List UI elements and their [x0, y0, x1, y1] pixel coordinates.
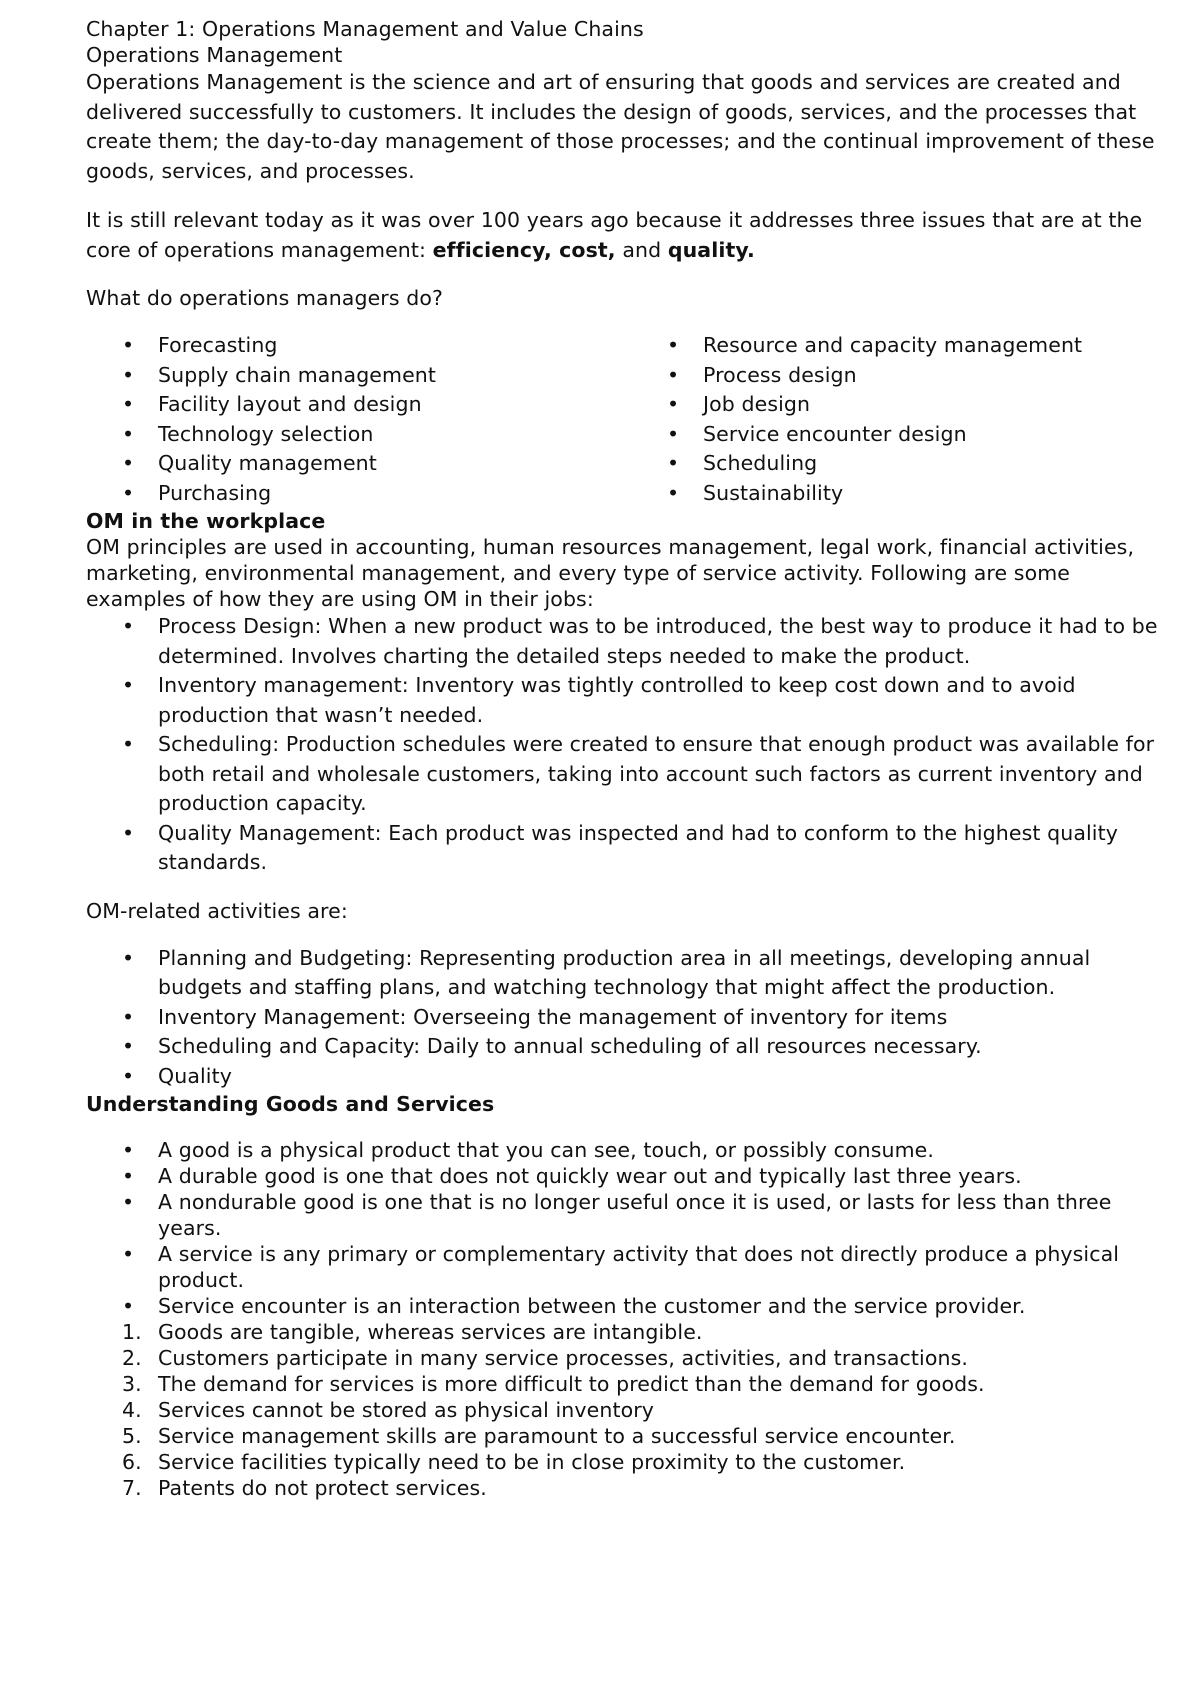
workplace-heading: OM in the workplace — [86, 509, 326, 533]
related-list — [86, 944, 1176, 1092]
numbered-item — [86, 1345, 1176, 1371]
bullet-icon: • — [667, 480, 680, 505]
bullet-icon: • — [122, 1004, 135, 1029]
managers-question: What do operations managers do? — [86, 286, 443, 310]
goods-bullets — [86, 1137, 1176, 1319]
list-item-text: Service encounter design — [703, 421, 967, 446]
bullet-icon: • — [122, 1063, 135, 1088]
list-item — [631, 449, 1176, 479]
list-item — [631, 331, 1176, 361]
bullet-icon: • — [667, 421, 680, 446]
bullet-icon: • — [667, 392, 680, 416]
intro-paragraph: Operations Management is the science and art of ensuring that goods and services are created and delivered successfully to customers. It includes the design of goods, services, and the processes that create them; the day-to-day management of those processes; and the continual improvement of these goods, services, and processes. — [86, 70, 1155, 183]
list-item — [86, 1137, 1176, 1163]
list-item-text: Service encounter is an interaction between the customer and the service provider. — [158, 1294, 1026, 1318]
item-number: 1. — [122, 1320, 142, 1344]
list-item — [86, 361, 631, 391]
numbered-item-text: Goods are tangible, whereas services are intangible. — [158, 1320, 703, 1344]
list-item — [86, 944, 1176, 1003]
bullet-icon: • — [122, 451, 135, 475]
list-item-text: Forecasting — [158, 333, 278, 357]
bullet-icon: • — [122, 673, 135, 697]
list-item — [86, 612, 1176, 671]
bullet-icon: • — [122, 1294, 135, 1318]
managers-duties-left — [86, 331, 631, 508]
bullet-icon: • — [122, 820, 135, 845]
item-number: 4. — [122, 1398, 142, 1422]
list-item-text: Quality — [158, 1063, 232, 1088]
bullet-icon: • — [667, 451, 680, 475]
bullet-icon: • — [122, 1242, 135, 1266]
list-item-text: A durable good is one that does not quickly wear out and typically last three years. — [158, 1164, 1022, 1188]
list-item — [631, 479, 1176, 509]
item-number: 3. — [122, 1372, 142, 1396]
list-item — [86, 390, 631, 420]
list-item-text: Purchasing — [158, 480, 272, 505]
relevance-lead: It is still relevant today as it was over 100 years ago because it addresses three issues that are at the core of operations management: — [86, 208, 1143, 262]
goods-numbered-list — [86, 1319, 1176, 1501]
list-item-text: Planning and Budgeting: Representing production area in all meetings, developing annual budgets and staffing plans, and watching technology that might affect the production. — [158, 945, 1091, 999]
list-item-text: Quality management — [158, 451, 377, 475]
bullet-icon: • — [667, 362, 680, 387]
numbered-item — [86, 1449, 1176, 1475]
list-item-text: Supply chain management — [158, 362, 437, 387]
relevance-paragraph — [86, 206, 1176, 265]
list-item-text: Technology selection — [158, 421, 374, 446]
list-item-text: Job design — [703, 392, 811, 416]
numbered-item-text: Customers participate in many service processes, activities, and transactions. — [158, 1346, 968, 1370]
item-number: 5. — [122, 1424, 142, 1448]
list-item-text: Scheduling: Production schedules were created to ensure that enough product was available for both retail and wholesale customers, taking into account such factors as current inventory and production capacity. — [158, 732, 1155, 815]
numbered-item — [86, 1319, 1176, 1345]
managers-duties-columns — [86, 331, 1176, 508]
goods-heading: Understanding Goods and Services — [86, 1092, 495, 1116]
item-number: 7. — [122, 1476, 142, 1500]
list-item — [86, 671, 1176, 730]
list-item-text: Scheduling and Capacity: Daily to annual scheduling of all resources necessary. — [158, 1034, 982, 1058]
list-item-text: Inventory Management: Overseeing the management of inventory for items — [158, 1004, 948, 1029]
workplace-list — [86, 612, 1176, 878]
list-item — [86, 331, 631, 361]
related-heading: OM-related activities are: — [86, 898, 348, 923]
numbered-item — [86, 1423, 1176, 1449]
list-item — [86, 1189, 1176, 1241]
list-item — [86, 1062, 1176, 1092]
list-item-text: Sustainability — [703, 480, 844, 505]
list-item-text: Scheduling — [703, 451, 818, 475]
numbered-item-text: Services cannot be stored as physical inventory — [158, 1398, 654, 1422]
bullet-icon: • — [122, 421, 135, 446]
relevance-bold-1: efficiency, cost, — [432, 237, 616, 262]
list-item — [631, 390, 1176, 420]
list-item — [86, 819, 1176, 878]
workplace-intro: OM principles are used in accounting, human resources management, legal work, financial activities, marketing, environmental management, and every type of service activity. Following are some examples of how they are using OM in their jobs: — [86, 535, 1135, 611]
list-item-text: Facility layout and design — [158, 392, 422, 416]
bullet-icon: • — [667, 333, 680, 357]
managers-duties-right — [631, 331, 1176, 508]
relevance-bold-2: quality. — [667, 237, 755, 262]
bullet-icon: • — [122, 1138, 135, 1162]
list-item — [631, 420, 1176, 450]
numbered-item — [86, 1397, 1176, 1423]
numbered-item-text: Service management skills are paramount to a successful service encounter. — [158, 1424, 956, 1448]
list-item — [86, 1163, 1176, 1189]
bullet-icon: • — [122, 1034, 135, 1058]
bullet-icon: • — [122, 392, 135, 416]
bullet-icon: • — [122, 614, 135, 638]
list-item — [86, 1032, 1176, 1062]
bullet-icon: • — [122, 362, 135, 387]
list-item — [86, 420, 631, 450]
list-item — [631, 361, 1176, 391]
list-item-text: A service is any primary or complementary activity that does not directly produce a physical product. — [158, 1242, 1120, 1292]
list-item-text: Process design — [703, 362, 857, 387]
bullet-icon: • — [122, 333, 135, 357]
list-item — [86, 1293, 1176, 1319]
list-item — [86, 479, 631, 509]
document-page — [86, 16, 1176, 1501]
bullet-icon: • — [122, 945, 135, 970]
numbered-item-text: The demand for services is more difficult to predict than the demand for goods. — [158, 1372, 985, 1396]
numbered-item — [86, 1475, 1176, 1501]
bullet-icon: • — [122, 1164, 135, 1188]
relevance-mid: and — [615, 237, 668, 262]
list-item-text: Quality Management: Each product was inspected and had to conform to the highest quality standards. — [158, 820, 1118, 874]
bullet-icon: • — [122, 480, 135, 505]
list-item-text: A nondurable good is one that is no longer useful once it is used, or lasts for less than three years. — [158, 1190, 1112, 1240]
numbered-item-text: Service facilities typically need to be in close proximity to the customer. — [158, 1450, 906, 1474]
list-item-text: Inventory management: Inventory was tightly controlled to keep cost down and to avoid production that wasn’t needed. — [158, 673, 1076, 727]
item-number: 6. — [122, 1450, 142, 1474]
numbered-item-text: Patents do not protect services. — [158, 1476, 487, 1500]
numbered-item — [86, 1371, 1176, 1397]
section-title: Operations Management — [86, 43, 343, 67]
list-item-text: A good is a physical product that you can see, touch, or possibly consume. — [158, 1138, 934, 1162]
list-item-text: Process Design: When a new product was to be introduced, the best way to produce it had to be determined. Involves charting the detailed steps needed to make the product. — [158, 614, 1158, 668]
list-item — [86, 730, 1176, 819]
list-item-text: Resource and capacity management — [703, 333, 1083, 357]
chapter-title: Chapter 1: Operations Management and Value Chains — [86, 17, 644, 41]
item-number: 2. — [122, 1346, 142, 1370]
bullet-icon: • — [122, 732, 135, 756]
list-item — [86, 1241, 1176, 1293]
list-item — [86, 449, 631, 479]
bullet-icon: • — [122, 1190, 135, 1214]
list-item — [86, 1003, 1176, 1033]
